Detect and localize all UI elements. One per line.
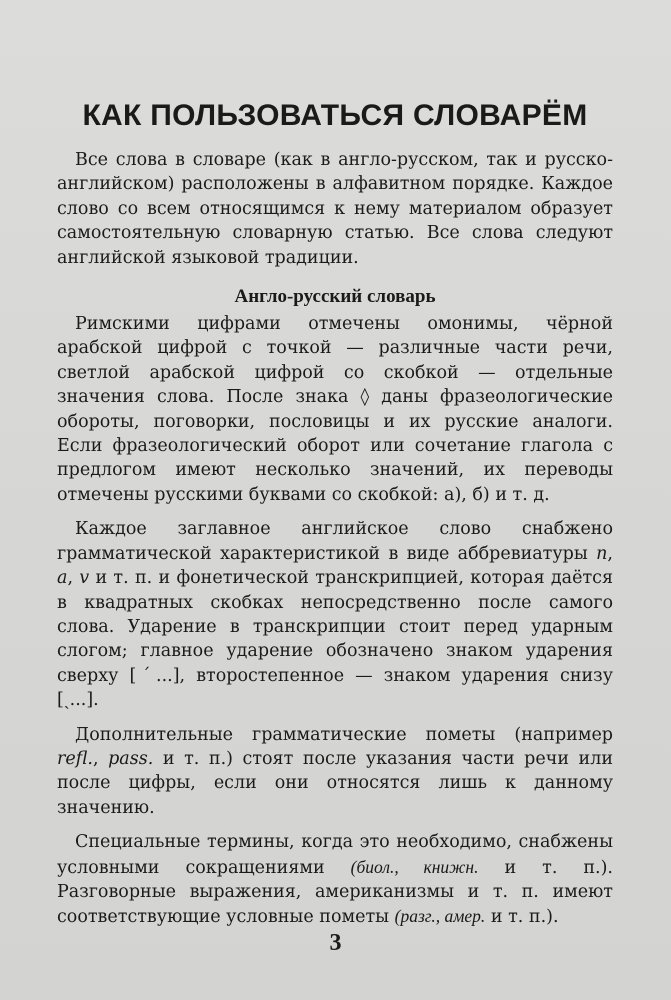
paragraph-text: и т. п. и фонетической транскрипцией, которая даётся в квадратных скобках непосредственно после самого слова. Ударение в транскрипции стоит перед ударным слогом; главное ударение обозначено знаком ударения сверху [ˊ...], второстепенное — знаком ударения снизу [ˏ...]. (57, 568, 613, 711)
paragraph-text: Каждое заглавное английское слово снабжено грамматической характеристикой в виде аббревиатуры (57, 519, 613, 564)
separator: , (92, 748, 109, 769)
paragraph-text: Дополнительные грамматические пометы (например (75, 724, 613, 745)
abbr-refl: refl. (57, 748, 93, 769)
page-number: 3 (329, 930, 342, 956)
separator: , (607, 543, 613, 564)
abbr-pass: pass. (108, 748, 154, 769)
paragraph-text: Специальные термины, когда это необходимо, снабжены условными сокращениями (57, 832, 613, 878)
abbr-terms: (биол., книжн. (350, 856, 479, 877)
separator: , (67, 568, 80, 589)
intro-paragraph: Все слова в словаре (как в англо-русском, так и русско-английском) расположены в алфавитном порядке. Каждое слово со всем относящимся к нему материалом образует самостоятельную словарную статью. Все слова следуют английской языковой традиции. (57, 150, 613, 268)
paragraph-text: и т. п.) стоят после указания части речи или после цифры, если они относятся лишь к данному значению. (57, 748, 613, 818)
paragraph-special-terms (57, 830, 613, 930)
paragraph-text: и т. п.). (485, 907, 559, 928)
paragraph-extra-marks (57, 723, 613, 821)
paragraph-homonyms: Римскими цифрами отмечены омонимы, чёрной арабской цифрой с точкой — различные части речи, светлой арабской цифрой со скобкой — отдельные значения слова. После знака ◊ даны фразеологические обороты, поговорки, пословицы и их русские аналоги. Если фразеологический оборот или сочетание глагола с предлогом имеют несколько значений, их переводы отмечены русскими буквами со скобкой: а), б) и т. д. (57, 314, 613, 505)
page-title: КАК ПОЛЬЗОВАТЬСЯ СЛОВАРЁМ (82, 99, 588, 132)
abbr-noun: n (596, 543, 608, 564)
abbr-colloquial: (разг., амер. (394, 906, 486, 927)
paragraph-text: и т. п.). Разговорные выражения, американизмы и т. п. имеют соответствующие условные пометы (57, 857, 613, 928)
paragraph-grammar (57, 517, 613, 712)
section-title: Англо-русский словарь (234, 286, 436, 308)
abbr-adjective: a (57, 568, 68, 589)
abbr-verb: v (79, 568, 90, 589)
